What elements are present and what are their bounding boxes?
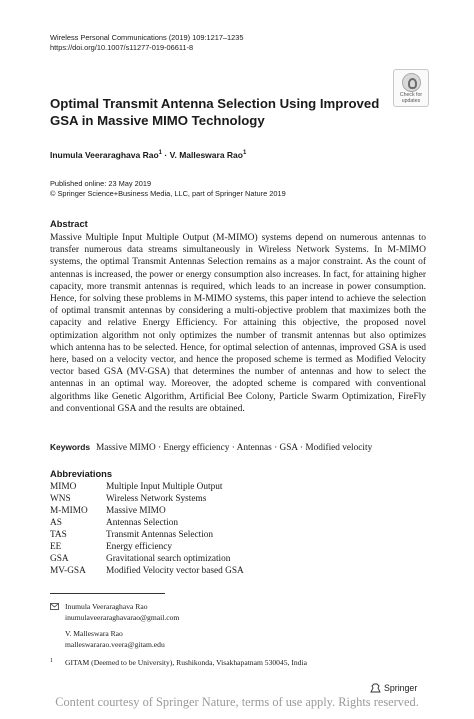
affiliation-footnote — [50, 658, 307, 667]
keywords — [50, 442, 426, 453]
abstract-heading: Abstract — [50, 219, 88, 229]
abbreviation: MIMO — [50, 482, 77, 492]
publisher-logo — [370, 683, 417, 693]
author-list — [50, 150, 246, 160]
copyright-notice: © Springer Science+Business Media, LLC, part of Springer Nature 2019 — [50, 189, 286, 198]
author-2: V. Malleswara Rao — [169, 150, 243, 160]
crossmark-icon — [402, 73, 421, 92]
author-separator: · — [162, 150, 170, 160]
abbreviation-definition: Multiple Input Multiple Output — [106, 482, 223, 492]
author-1: Inumula Veeraraghava Rao — [50, 150, 159, 160]
contact-name-1: Inumula Veeraraghava Rao — [65, 602, 148, 611]
abbreviation-row — [50, 565, 244, 577]
doi-link[interactable]: https://doi.org/10.1007/s11277-019-06611-8 — [50, 43, 194, 52]
journal-reference: Wireless Personal Communications (2019) 109:1217–1235 — [50, 33, 244, 42]
contact-email-1[interactable]: inumulaveeraraghavarao@gmail.com — [65, 613, 180, 622]
abstract-text: Massive Multiple Input Multiple Output (M-MIMO) systems depend on numerous antennas to transfer numerous data streams simultaneously in Wireless Network Systems. In M-MIMO systems, the optimal Transmit Antennas Selection remains as a major constraint. As the count of antennas is increased, the power or energy consumption also increases. In fact, for attaining higher capacity, more transmit antennas is required, which leads to an increase in power consumption. Hence, for solving these problems in M-MIMO systems, this paper intend to achieve the selection of optimal transmit antennas by considering a multi-objective problem that maximizes both the capacity and relative Energy Efficiency. For attaining this objective, the proposed novel optimization algorithm not only optimizes the number of transmit antennas but also optimizes which antenna has to be selected. Hence, for optimal selection of antennas, improved GSA is used here, based on a velocity vector, and hence the proposed scheme is termed as Modified Velocity vector based GSA (MV-GSA) that determines the number of antennas and how to select the antennas in an optimal way. Moreover, the adopted scheme is compared with conventional algorithms like Genetic Algorithm, Artificial Bee Colony, Particle Swarm Optimization, FireFly and conventional GSA and the results are obtained. — [50, 233, 426, 414]
publication-info — [50, 179, 286, 199]
abbreviations-list — [50, 481, 244, 577]
envelope-icon — [50, 601, 65, 650]
content-courtesy-footer: Content courtesy of Springer Nature, terms of use apply. Rights reserved. — [55, 695, 419, 709]
abbreviation-definition: Gravitational search optimization — [106, 554, 231, 564]
journal-citation — [50, 33, 244, 53]
publisher-name: Springer — [384, 683, 418, 693]
crossmark-label-line1: Check for — [399, 92, 423, 98]
abbreviation: M-MIMO — [50, 506, 88, 516]
abbreviation-row — [50, 481, 244, 493]
affiliation-text: GITAM (Deemed to be University), Rushikonda, Visakhapatnam 530045, India — [65, 658, 307, 667]
abbreviation-row — [50, 517, 244, 529]
abbreviation-definition: Massive MIMO — [106, 506, 166, 516]
paper-title: Optimal Transmit Antenna Selection Using Improved GSA in Massive MIMO Technology — [50, 96, 380, 128]
corresponding-author-contact — [50, 601, 179, 650]
check-for-updates-badge[interactable] — [393, 69, 429, 107]
abbreviation-definition: Modified Velocity vector based GSA — [106, 566, 244, 576]
abbreviation-row — [50, 493, 244, 505]
abbreviation: EE — [50, 542, 62, 552]
published-date: Published online: 23 May 2019 — [50, 179, 152, 188]
abbreviation: WNS — [50, 494, 71, 504]
abbreviation-definition: Antennas Selection — [106, 518, 179, 528]
abbreviation: GSA — [50, 554, 69, 564]
keywords-list: Massive MIMO · Energy efficiency · Antennas · GSA · Modified velocity — [96, 443, 373, 453]
abbreviation-definition: Wireless Network Systems — [106, 494, 207, 504]
footnote-divider — [50, 593, 165, 594]
abbreviation-row — [50, 541, 244, 553]
springer-horse-icon — [370, 683, 381, 693]
abbreviation: TAS — [50, 530, 67, 540]
abbreviation-definition: Transmit Antennas Selection — [106, 530, 214, 540]
contact-email-2[interactable]: malleswararao.veera@gitam.edu — [65, 640, 165, 649]
abbreviation-row — [50, 505, 244, 517]
abbreviation-row — [50, 553, 244, 565]
abbreviations-heading: Abbreviations — [50, 469, 112, 479]
author-2-affiliation-mark: 1 — [242, 150, 247, 157]
contact-name-2: V. Malleswara Rao — [65, 629, 123, 638]
crossmark-label-line2: updates — [401, 98, 421, 104]
author-1-affiliation-mark: 1 — [158, 150, 163, 157]
keywords-heading: Keywords — [50, 442, 91, 452]
abbreviation-definition: Energy efficiency — [106, 542, 172, 552]
affiliation-number: 1 — [50, 658, 53, 664]
abbreviation: AS — [50, 518, 62, 528]
abbreviation: MV-GSA — [50, 566, 86, 576]
abbreviation-row — [50, 529, 244, 541]
